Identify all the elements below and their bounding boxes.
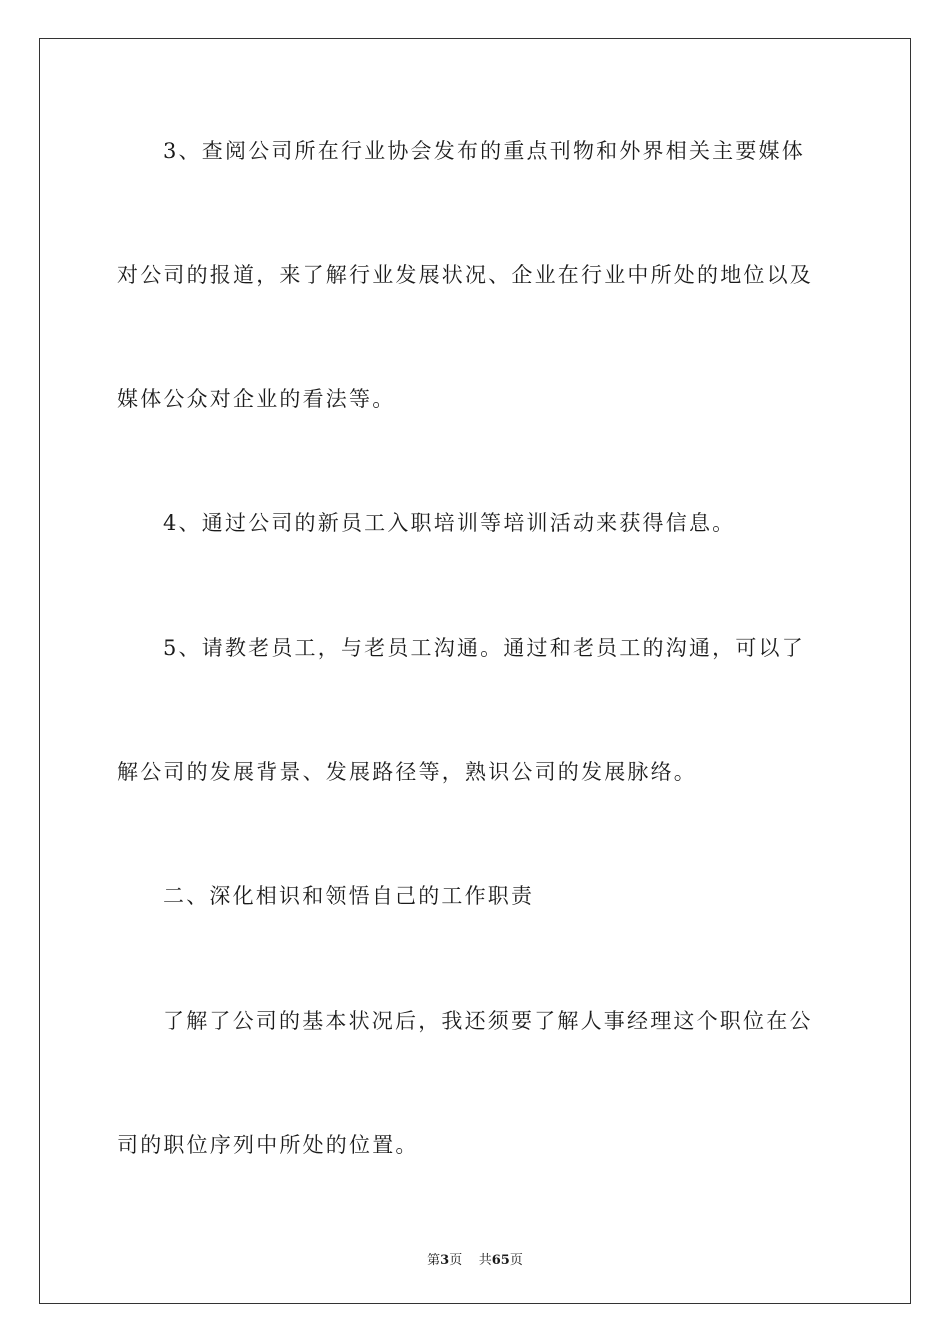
paragraph-5-line-1: 5、请教老员工，与老员工沟通。通过和老员工的沟通，可以了 [163,636,805,660]
paragraph-3-line-2: 对公司的报道，来了解行业发展状况、企业在行业中所处的地位以及 [117,263,813,287]
footer-page-number: 3 [440,1253,450,1268]
footer-total-pages: 65 [491,1253,510,1268]
paragraph-3-line-1: 3、查阅公司所在行业协会发布的重点刊物和外界相关主要媒体 [163,139,805,163]
footer-page-suffix: 页 [449,1253,463,1268]
paragraph-4-line-1: 4、通过公司的新员工入职培训等培训活动来获得信息。 [163,511,736,535]
section-heading: 二、深化相识和领悟自己的工作职责 [163,884,535,908]
paragraph-6-line-1: 了解了公司的基本状况后，我还须要了解人事经理这个职位在公 [163,1009,813,1033]
page-footer [0,1249,950,1268]
page-border [39,38,911,1304]
paragraph-5-line-2: 解公司的发展背景、发展路径等，熟识公司的发展脉络。 [117,760,697,784]
paragraph-3-line-3: 媒体公众对企业的看法等。 [117,387,396,411]
footer-total-suffix: 页 [509,1253,523,1268]
paragraph-6-line-2: 司的职位序列中所处的位置。 [117,1133,419,1157]
footer-page-prefix: 第 [427,1253,441,1268]
footer-total-prefix: 共 [478,1253,492,1268]
